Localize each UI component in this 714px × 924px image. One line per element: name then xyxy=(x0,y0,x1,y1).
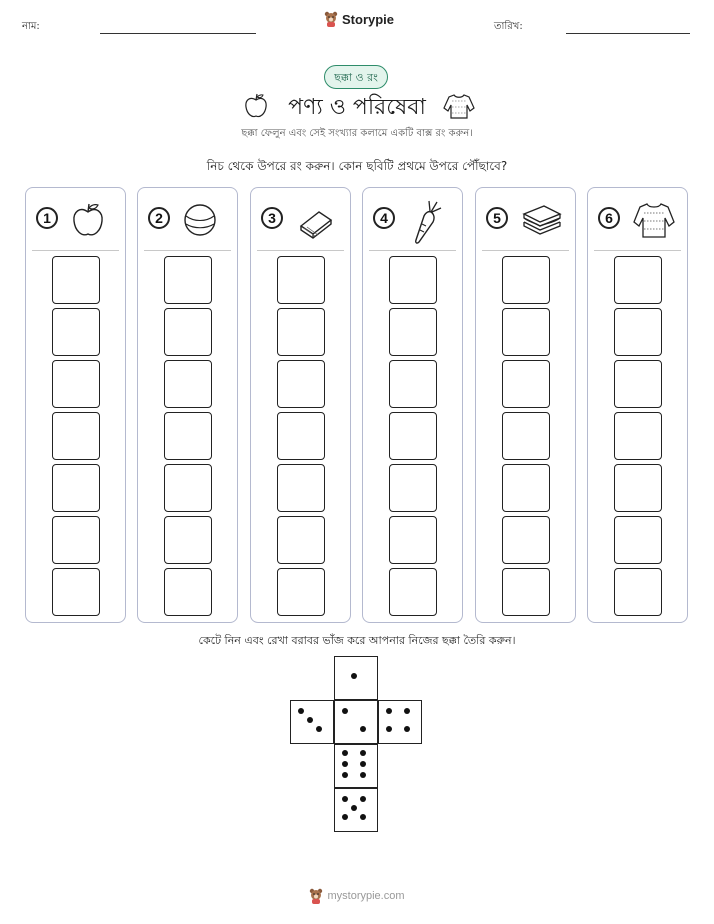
column-divider xyxy=(257,250,344,251)
column-number: 4 xyxy=(373,207,395,229)
column-4 xyxy=(362,187,463,623)
color-box[interactable] xyxy=(164,256,212,304)
dice-pip xyxy=(342,814,348,820)
color-box[interactable] xyxy=(52,256,100,304)
footer xyxy=(0,888,714,904)
date-line xyxy=(566,33,690,34)
color-box[interactable] xyxy=(614,516,662,564)
color-box[interactable] xyxy=(164,568,212,616)
subtitle: ছক্কা ফেলুন এবং সেই সংখ্যার কলামে একটি বাক্স রং করুন। xyxy=(241,128,473,139)
color-box[interactable] xyxy=(52,516,100,564)
brand-name: Storypie xyxy=(342,11,395,27)
column-number: 6 xyxy=(598,207,620,229)
color-box[interactable] xyxy=(52,464,100,512)
color-box[interactable] xyxy=(52,308,100,356)
color-box[interactable] xyxy=(502,464,550,512)
dice-pip xyxy=(386,708,392,714)
dice-face-5 xyxy=(334,788,378,832)
dice-pip xyxy=(404,708,410,714)
color-box[interactable] xyxy=(164,412,212,460)
color-box[interactable] xyxy=(389,256,437,304)
dice-pip xyxy=(360,772,366,778)
cutout-instruction: কেটে নিন এবং রেখা বরাবর ভাঁজ করে আপনার নিজের ছক্কা তৈরি করুন। xyxy=(198,634,516,647)
date-label: তারিখ: xyxy=(494,21,523,32)
dice-pip xyxy=(316,726,322,732)
color-box[interactable] xyxy=(52,568,100,616)
color-box[interactable] xyxy=(614,568,662,616)
column-divider xyxy=(482,250,569,251)
color-box[interactable] xyxy=(502,412,550,460)
column-number: 3 xyxy=(261,207,283,229)
color-box[interactable] xyxy=(277,516,325,564)
color-box[interactable] xyxy=(389,360,437,408)
dice-pip xyxy=(342,708,348,714)
dice-pip xyxy=(360,726,366,732)
dice-face-2 xyxy=(334,700,378,744)
brand-logo xyxy=(324,11,394,27)
book-icon xyxy=(295,200,335,244)
color-box[interactable] xyxy=(389,516,437,564)
column-divider xyxy=(144,250,231,251)
color-box[interactable] xyxy=(614,308,662,356)
color-box[interactable] xyxy=(277,412,325,460)
dice-pip xyxy=(360,814,366,820)
dice-face-1 xyxy=(334,656,378,700)
color-box[interactable] xyxy=(164,308,212,356)
activity-badge: ছক্কা ও রং xyxy=(324,65,388,89)
color-box[interactable] xyxy=(389,568,437,616)
color-box[interactable] xyxy=(277,256,325,304)
color-box[interactable] xyxy=(614,464,662,512)
column-6 xyxy=(587,187,688,623)
color-box[interactable] xyxy=(614,360,662,408)
column-number: 1 xyxy=(36,207,58,229)
color-box[interactable] xyxy=(277,308,325,356)
dice-pip xyxy=(342,761,348,767)
sweater-icon xyxy=(632,200,676,244)
dice-pip xyxy=(351,673,357,679)
column-3 xyxy=(250,187,351,623)
bear-logo-icon xyxy=(324,11,338,27)
color-box[interactable] xyxy=(502,308,550,356)
dice-pip xyxy=(342,772,348,778)
sweater-icon xyxy=(443,92,475,120)
color-box[interactable] xyxy=(164,516,212,564)
color-box[interactable] xyxy=(164,464,212,512)
color-box[interactable] xyxy=(389,464,437,512)
column-divider xyxy=(369,250,456,251)
column-divider xyxy=(594,250,681,251)
carrot-icon xyxy=(407,200,443,248)
dice-face-3 xyxy=(290,700,334,744)
footer-url: mystorypie.com xyxy=(327,890,405,902)
name-label: নাম: xyxy=(22,21,40,32)
color-box[interactable] xyxy=(502,360,550,408)
dice-pip xyxy=(307,717,313,723)
dice-pip xyxy=(386,726,392,732)
apple-icon xyxy=(70,200,106,244)
dice-pip xyxy=(360,761,366,767)
column-1 xyxy=(25,187,126,623)
page-title: পণ্য ও পরিষেবা xyxy=(288,95,426,120)
column-5 xyxy=(475,187,576,623)
column-2 xyxy=(137,187,238,623)
column-number: 5 xyxy=(486,207,508,229)
color-box[interactable] xyxy=(502,568,550,616)
column-divider xyxy=(32,250,119,251)
name-line xyxy=(100,33,256,34)
color-box[interactable] xyxy=(277,360,325,408)
color-box[interactable] xyxy=(502,516,550,564)
color-box[interactable] xyxy=(502,256,550,304)
dice-pip xyxy=(360,750,366,756)
color-box[interactable] xyxy=(164,360,212,408)
color-box[interactable] xyxy=(389,308,437,356)
dice-pip xyxy=(298,708,304,714)
color-box[interactable] xyxy=(614,256,662,304)
color-box[interactable] xyxy=(614,412,662,460)
sandwich-icon xyxy=(520,200,564,244)
color-box[interactable] xyxy=(389,412,437,460)
color-box[interactable] xyxy=(52,412,100,460)
dice-pip xyxy=(342,750,348,756)
dice-pip xyxy=(342,796,348,802)
dice-face-4 xyxy=(378,700,422,744)
dice-face-6 xyxy=(334,744,378,788)
color-box[interactable] xyxy=(277,568,325,616)
color-box[interactable] xyxy=(277,464,325,512)
column-number: 2 xyxy=(148,207,170,229)
ball-icon xyxy=(182,200,218,244)
dice-pip xyxy=(351,805,357,811)
dice-pip xyxy=(404,726,410,732)
color-box[interactable] xyxy=(52,360,100,408)
question-text: নিচ থেকে উপরে রং করুন। কোন ছবিটি প্রথমে উপরে পৌঁছাবে? xyxy=(206,159,508,173)
dice-pip xyxy=(360,796,366,802)
bear-logo-icon xyxy=(309,888,323,904)
